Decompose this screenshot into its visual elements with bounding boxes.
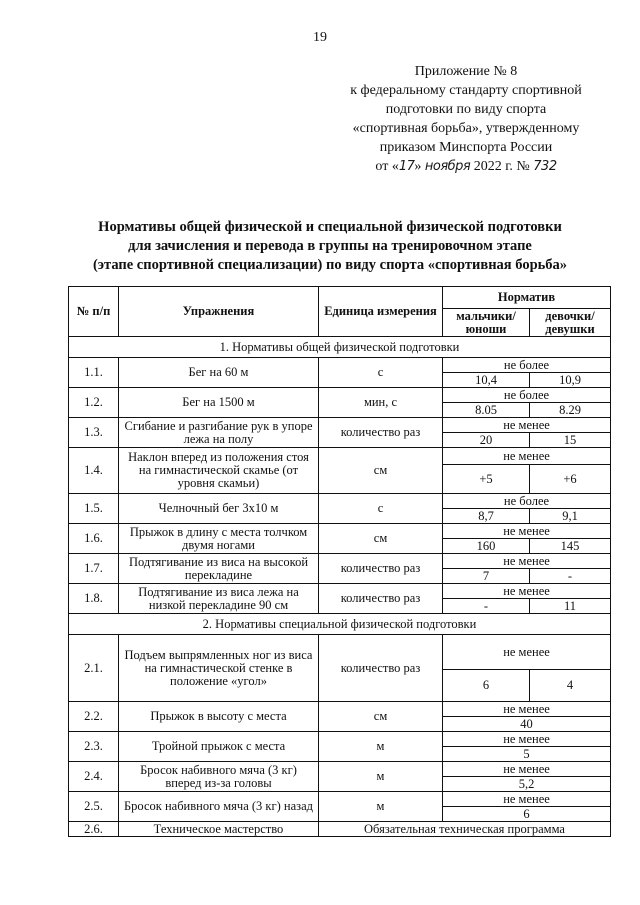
row-num: 2.2. <box>69 702 119 732</box>
row-unit: см <box>319 524 443 554</box>
row-exercise: Бег на 1500 м <box>119 388 319 418</box>
header-norm: Норматив <box>443 287 611 309</box>
row-girls: 8.29 <box>530 403 611 418</box>
row-unit: см <box>319 702 443 732</box>
table-row <box>69 584 611 599</box>
section-title: 1. Нормативы общей физической подготовки <box>69 337 611 358</box>
row-condition: не менее <box>443 792 611 807</box>
row-num: 1.5. <box>69 494 119 524</box>
row-condition: не менее <box>443 635 611 670</box>
row-num: 1.2. <box>69 388 119 418</box>
appendix-line: подготовки по виду спорта <box>385 102 547 117</box>
header-girls: девочки/ девушки <box>530 309 611 337</box>
row-condition: не более <box>443 494 611 509</box>
row-requirement: Обязательная техническая программа <box>319 822 611 837</box>
row-boys: 20 <box>443 433 530 448</box>
date-year: 2022 г. № <box>473 159 530 174</box>
row-condition: не менее <box>443 702 611 717</box>
row-condition: не менее <box>443 584 611 599</box>
appendix-line: приказом Минспорта России <box>379 140 553 155</box>
date-mid: » <box>414 159 422 174</box>
row-girls: +6 <box>530 465 611 494</box>
row-condition: не менее <box>443 418 611 433</box>
table-row <box>69 418 611 433</box>
row-unit: с <box>319 358 443 388</box>
header-exercise: Упражнения <box>119 287 319 337</box>
row-unit: с <box>319 494 443 524</box>
row-num: 2.6. <box>69 822 119 837</box>
standards-table <box>68 286 611 837</box>
row-value: 5,2 <box>443 777 611 792</box>
row-unit: м <box>319 762 443 792</box>
row-girls: 15 <box>530 433 611 448</box>
row-exercise: Подъем выпрямленных ног из виса на гимнастической стенке в положение «угол» <box>119 635 319 702</box>
table-row <box>69 732 611 747</box>
title-line: для зачисления и перевода в группы на тренировочном этапе <box>128 238 532 254</box>
row-value: 40 <box>443 717 611 732</box>
appendix-date <box>326 157 606 176</box>
row-exercise: Бросок набивного мяча (3 кг) назад <box>119 792 319 822</box>
document-title <box>40 218 620 275</box>
page-number: 19 <box>313 30 327 45</box>
row-boys: +5 <box>443 465 530 494</box>
row-condition: не более <box>443 358 611 373</box>
row-girls: - <box>530 569 611 584</box>
row-exercise: Сгибание и разгибание рук в упоре лежа на полу <box>119 418 319 448</box>
row-num: 1.3. <box>69 418 119 448</box>
title-line: Нормативы общей физической и специальной физической подготовки <box>98 219 562 235</box>
row-condition: не менее <box>443 732 611 747</box>
table-row <box>69 524 611 539</box>
row-exercise: Техническое мастерство <box>119 822 319 837</box>
row-exercise: Бросок набивного мяча (3 кг) вперед из-за головы <box>119 762 319 792</box>
table-row <box>69 494 611 509</box>
row-unit: м <box>319 732 443 762</box>
handwritten-month: ноября <box>424 159 471 174</box>
row-num: 2.4. <box>69 762 119 792</box>
row-value: 5 <box>443 747 611 762</box>
row-boys: 6 <box>443 670 530 702</box>
row-exercise: Бег на 60 м <box>119 358 319 388</box>
appendix-line: «спортивная борьба», утвержденному <box>352 121 580 136</box>
row-condition: не менее <box>443 554 611 569</box>
row-girls: 4 <box>530 670 611 702</box>
row-condition: не менее <box>443 448 611 465</box>
header-unit: Единица измерения <box>319 287 443 337</box>
appendix-line: к федеральному стандарту спортивной <box>350 83 582 98</box>
row-boys: 8,7 <box>443 509 530 524</box>
appendix-block <box>326 62 606 176</box>
row-num: 1.4. <box>69 448 119 494</box>
appendix-line: Приложение № 8 <box>414 64 518 79</box>
row-boys: 8.05 <box>443 403 530 418</box>
row-exercise: Наклон вперед из положения стоя на гимнастической скамье (от уровня скамьи) <box>119 448 319 494</box>
row-girls: 11 <box>530 599 611 614</box>
row-num: 1.8. <box>69 584 119 614</box>
row-unit: м <box>319 792 443 822</box>
row-boys: 10,4 <box>443 373 530 388</box>
row-num: 1.1. <box>69 358 119 388</box>
row-num: 1.7. <box>69 554 119 584</box>
title-line: (этапе спортивной специализации) по виду спорта «спортивная борьба» <box>92 257 568 273</box>
row-boys: - <box>443 599 530 614</box>
table-row <box>69 822 611 837</box>
row-exercise: Тройной прыжок с места <box>119 732 319 762</box>
row-exercise: Прыжок в длину с места толчком двумя ногами <box>119 524 319 554</box>
row-girls: 9,1 <box>530 509 611 524</box>
row-num: 2.5. <box>69 792 119 822</box>
row-boys: 7 <box>443 569 530 584</box>
row-value: 6 <box>443 807 611 822</box>
row-condition: не менее <box>443 524 611 539</box>
table-row <box>69 762 611 777</box>
section-title: 2. Нормативы специальной физической подготовки <box>69 614 611 635</box>
row-girls: 10,9 <box>530 373 611 388</box>
row-exercise: Прыжок в высоту с места <box>119 702 319 732</box>
table-row <box>69 358 611 373</box>
table-row <box>69 448 611 465</box>
row-exercise: Подтягивание из виса на высокой перекладине <box>119 554 319 584</box>
table-row <box>69 792 611 807</box>
row-exercise: Подтягивание из виса лежа на низкой перекладине 90 см <box>119 584 319 614</box>
table-row <box>69 702 611 717</box>
handwritten-day: 17 <box>398 159 415 174</box>
table-row <box>69 554 611 569</box>
row-unit: см <box>319 448 443 494</box>
handwritten-order-number: 732 <box>533 159 557 174</box>
row-boys: 160 <box>443 539 530 554</box>
row-unit: количество раз <box>319 635 443 702</box>
row-condition: не более <box>443 388 611 403</box>
row-num: 2.1. <box>69 635 119 702</box>
row-unit: мин, с <box>319 388 443 418</box>
row-num: 1.6. <box>69 524 119 554</box>
row-num: 2.3. <box>69 732 119 762</box>
table-row <box>69 388 611 403</box>
row-exercise: Челночный бег 3x10 м <box>119 494 319 524</box>
table-row <box>69 635 611 670</box>
row-unit: количество раз <box>319 584 443 614</box>
row-unit: количество раз <box>319 554 443 584</box>
row-girls: 145 <box>530 539 611 554</box>
header-boys: мальчики/ юноши <box>443 309 530 337</box>
header-num: № п/п <box>69 287 119 337</box>
date-prefix: от « <box>375 159 399 174</box>
row-condition: не менее <box>443 762 611 777</box>
row-unit: количество раз <box>319 418 443 448</box>
